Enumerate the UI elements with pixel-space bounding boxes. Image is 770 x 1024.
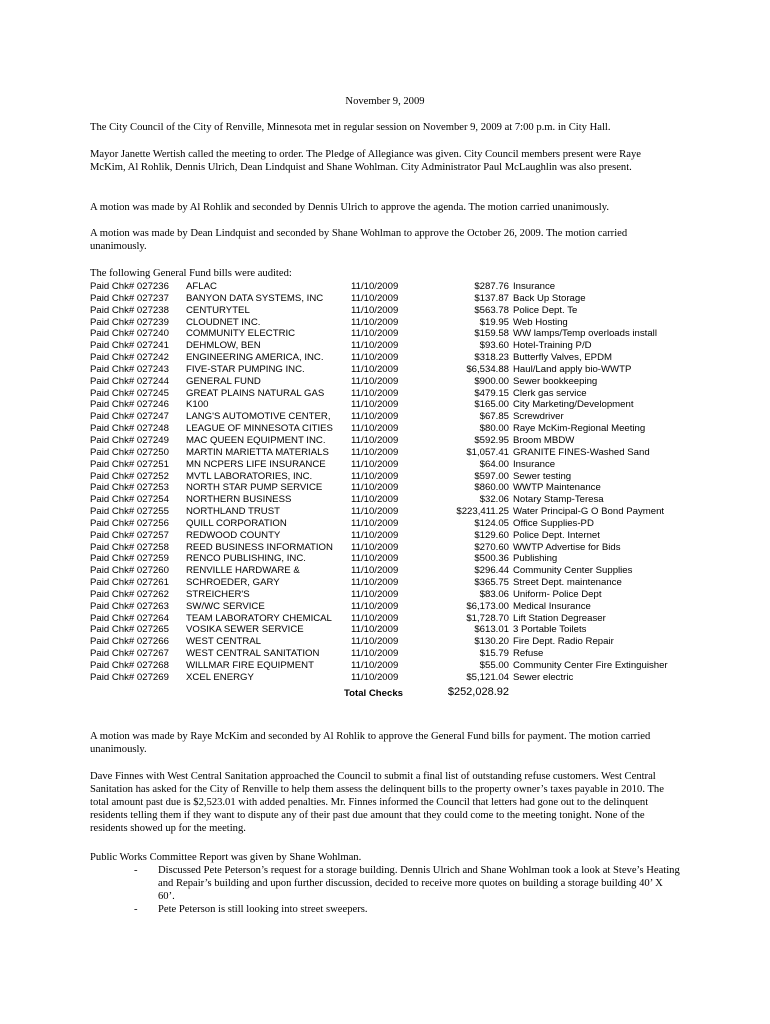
bill-description: Fire Dept. Radio Repair bbox=[513, 636, 614, 648]
public-works-heading: Public Works Committee Report was given by Shane Wohlman. bbox=[90, 852, 362, 863]
bill-amount: $83.06 bbox=[479, 588, 509, 600]
bill-date: 11/10/2009 bbox=[351, 541, 399, 553]
bill-description: 3 Portable Toilets bbox=[513, 624, 587, 636]
vendor-name: K100 bbox=[186, 399, 209, 411]
bill-description: Screwdriver bbox=[513, 411, 564, 423]
vendor-name: NORTH STAR PUMP SERVICE bbox=[186, 482, 323, 494]
bill-amount: $6,173.00 bbox=[466, 600, 509, 612]
bill-date: 11/10/2009 bbox=[351, 600, 399, 612]
vendor-name: SCHROEDER, GARY bbox=[186, 577, 280, 589]
public-works-item-text: Discussed Pete Peterson’s request for a storage building. Dennis Ulrich and Shane Wohlman took a look at Steve’s Heating and Repair’s building and upon further discussion, decided to receive more quotes on building a storage building 40’ X 60’. bbox=[158, 865, 680, 902]
bill-date: 11/10/2009 bbox=[351, 316, 399, 328]
bill-date: 11/10/2009 bbox=[351, 292, 399, 304]
vendor-name: MVTL LABORATORIES, INC. bbox=[186, 470, 313, 482]
public-works-item bbox=[90, 864, 680, 903]
bill-description: Insurance bbox=[513, 281, 556, 292]
vendor-name: GREAT PLAINS NATURAL GAS bbox=[186, 387, 325, 399]
vendor-name: GENERAL FUND bbox=[186, 375, 261, 387]
list-dash: - bbox=[134, 904, 138, 915]
bill-description: Broom MBDW bbox=[513, 434, 575, 446]
vendor-name: BANYON DATA SYSTEMS, INC bbox=[186, 292, 324, 304]
bill-description: Clerk gas service bbox=[513, 387, 587, 399]
bill-date: 11/10/2009 bbox=[351, 375, 399, 387]
bill-amount: $64.00 bbox=[479, 458, 509, 470]
check-number: Paid Chk# 027243 bbox=[90, 363, 169, 375]
bill-date: 11/10/2009 bbox=[351, 281, 399, 292]
bill-date: 11/10/2009 bbox=[351, 577, 399, 589]
bill-date: 11/10/2009 bbox=[351, 363, 399, 375]
bill-amount: $129.60 bbox=[474, 529, 509, 541]
bill-date: 11/10/2009 bbox=[351, 387, 399, 399]
bill-description: Lift Station Degreaser bbox=[513, 612, 606, 624]
check-number: Paid Chk# 027238 bbox=[90, 304, 169, 316]
bill-amount: $223,411.25 bbox=[456, 506, 509, 518]
bill-date: 11/10/2009 bbox=[351, 671, 399, 683]
check-number: Paid Chk# 027259 bbox=[90, 553, 169, 565]
bill-description: Butterfly Valves, EPDM bbox=[513, 352, 612, 364]
bill-description: Uniform- Police Dept bbox=[513, 588, 602, 600]
check-number: Paid Chk# 027242 bbox=[90, 352, 169, 364]
bill-date: 11/10/2009 bbox=[351, 411, 399, 423]
bill-amount: $137.87 bbox=[474, 292, 509, 304]
bill-amount: $67.85 bbox=[479, 411, 509, 423]
sanitation-paragraph: Dave Finnes with West Central Sanitation approached the Council to submit a final list of outstanding refuse customers. West Central Sanitation has asked for the City of Renville to help them assess the delinquent bills to the property owner’s taxes payable in 2010. The total amount past due is $2,523.01 with added penalties. Mr. Finnes informed the Council that letters had gone out to the delinquent residents telling them if they want to dispute any of their past due amount that they could come to the meeting tonight. None of the residents showed up for the meeting. bbox=[90, 771, 664, 834]
vendor-name: XCEL ENERGY bbox=[186, 671, 254, 683]
bill-description: WWTP Maintenance bbox=[513, 482, 601, 494]
check-number: Paid Chk# 027257 bbox=[90, 529, 169, 541]
bill-amount: $159.58 bbox=[474, 328, 509, 340]
bill-date: 11/10/2009 bbox=[351, 506, 399, 518]
check-number: Paid Chk# 027247 bbox=[90, 411, 169, 423]
bill-description: City Marketing/Development bbox=[513, 399, 634, 411]
bill-amount: $5,121.04 bbox=[466, 671, 509, 683]
bill-date: 11/10/2009 bbox=[351, 529, 399, 541]
bill-amount: $15.79 bbox=[479, 648, 509, 660]
bill-description: Water Principal-G O Bond Payment bbox=[513, 506, 665, 518]
bill-date: 11/10/2009 bbox=[351, 470, 399, 482]
bill-date: 11/10/2009 bbox=[351, 565, 399, 577]
bill-amount: $860.00 bbox=[474, 482, 509, 494]
bill-date: 11/10/2009 bbox=[351, 399, 399, 411]
check-number: Paid Chk# 027267 bbox=[90, 648, 169, 660]
vendor-name: QUILL CORPORATION bbox=[186, 517, 287, 529]
vendor-name: NORTHLAND TRUST bbox=[186, 506, 280, 518]
check-number: Paid Chk# 027239 bbox=[90, 316, 169, 328]
bill-amount: $165.00 bbox=[474, 399, 509, 411]
check-number: Paid Chk# 027253 bbox=[90, 482, 169, 494]
public-works-item-text: Pete Peterson is still looking into street sweepers. bbox=[158, 904, 368, 915]
meeting-date-heading: November 9, 2009 bbox=[345, 96, 425, 107]
bill-amount: $19.95 bbox=[479, 316, 509, 328]
check-number: Paid Chk# 027246 bbox=[90, 399, 169, 411]
vendor-name: WEST CENTRAL SANITATION bbox=[186, 648, 320, 660]
bill-date: 11/10/2009 bbox=[351, 458, 399, 470]
list-dash: - bbox=[134, 865, 138, 876]
bill-description: Notary Stamp-Teresa bbox=[513, 494, 604, 506]
vendor-name: FIVE-STAR PUMPING INC. bbox=[186, 363, 305, 375]
bill-description: Sewer bookkeeping bbox=[513, 375, 598, 387]
check-number: Paid Chk# 027261 bbox=[90, 577, 169, 589]
bill-amount: $900.00 bbox=[474, 375, 509, 387]
check-number: Paid Chk# 027249 bbox=[90, 434, 169, 446]
agenda-motion-paragraph: A motion was made by Al Rohlik and seconded by Dennis Ulrich to approve the agenda. The motion carried unanimously. bbox=[90, 202, 609, 213]
bill-date: 11/10/2009 bbox=[351, 482, 399, 494]
public-works-item bbox=[90, 903, 680, 916]
bill-date: 11/10/2009 bbox=[351, 660, 399, 671]
bill-date: 11/10/2009 bbox=[351, 340, 399, 352]
check-number: Paid Chk# 027263 bbox=[90, 600, 169, 612]
check-number: Paid Chk# 027265 bbox=[90, 624, 169, 636]
check-number: Paid Chk# 027241 bbox=[90, 340, 169, 352]
minutes-motion-paragraph: A motion was made by Dean Lindquist and seconded by Shane Wohlman to approve the October 26, 2009. The motion carried unanimously. bbox=[90, 228, 628, 252]
opening-paragraph: The City Council of the City of Renville, Minnesota met in regular session on November 9, 2009 at 7:00 p.m. in City Hall. bbox=[90, 122, 611, 133]
bills-intro: The following General Fund bills were audited: bbox=[90, 268, 292, 279]
bill-description: Community Center Fire Extinguisher bbox=[513, 660, 668, 671]
bill-amount: $93.60 bbox=[479, 340, 509, 352]
vendor-name: TEAM LABORATORY CHEMICAL bbox=[186, 612, 332, 624]
bill-description: GRANITE FINES-Washed Sand bbox=[513, 446, 650, 458]
vendor-name: COMMUNITY ELECTRIC bbox=[186, 328, 296, 340]
total-checks-value: $252,028.92 bbox=[447, 686, 509, 698]
bill-amount: $592.95 bbox=[474, 434, 509, 446]
bill-amount: $124.05 bbox=[474, 517, 509, 529]
total-checks-label: Total Checks bbox=[344, 688, 404, 699]
bill-amount: $365.75 bbox=[474, 577, 509, 589]
vendor-name: DEHMLOW, BEN bbox=[186, 340, 261, 352]
check-number: Paid Chk# 027251 bbox=[90, 458, 169, 470]
bill-date: 11/10/2009 bbox=[351, 624, 399, 636]
bill-description: Web Hosting bbox=[513, 316, 568, 328]
bills-motion-paragraph: A motion was made by Raye McKim and seconded by Al Rohlik to approve the General Fund bills for payment. The motion carried unanimously. bbox=[90, 731, 651, 755]
vendor-name: MARTIN MARIETTA MATERIALS bbox=[186, 446, 329, 458]
bill-description: Street Dept. maintenance bbox=[513, 577, 622, 589]
check-number: Paid Chk# 027266 bbox=[90, 636, 169, 648]
check-number: Paid Chk# 027262 bbox=[90, 588, 169, 600]
bill-amount: $613.01 bbox=[474, 624, 509, 636]
bill-date: 11/10/2009 bbox=[351, 352, 399, 364]
bill-amount: $500.36 bbox=[474, 553, 509, 565]
bill-amount: $287.76 bbox=[474, 281, 509, 292]
check-number: Paid Chk# 027268 bbox=[90, 660, 169, 671]
bill-description: Police Dept. Te bbox=[513, 304, 578, 316]
check-number: Paid Chk# 027269 bbox=[90, 671, 169, 683]
bill-description: Publishing bbox=[513, 553, 558, 565]
bill-date: 11/10/2009 bbox=[351, 517, 399, 529]
vendor-name: MN NCPERS LIFE INSURANCE bbox=[186, 458, 326, 470]
check-number: Paid Chk# 027236 bbox=[90, 281, 169, 292]
public-works-list bbox=[90, 864, 680, 916]
vendor-name: ENGINEERING AMERICA, INC. bbox=[186, 352, 324, 364]
bill-amount: $270.60 bbox=[474, 541, 509, 553]
bill-description: Community Center Supplies bbox=[513, 565, 633, 577]
bill-description: Haul/Land apply bio-WWTP bbox=[513, 363, 632, 375]
check-number: Paid Chk# 027244 bbox=[90, 375, 169, 387]
check-number: Paid Chk# 027252 bbox=[90, 470, 169, 482]
check-number: Paid Chk# 027260 bbox=[90, 565, 169, 577]
check-number: Paid Chk# 027240 bbox=[90, 328, 169, 340]
vendor-name: NORTHERN BUSINESS bbox=[186, 494, 292, 506]
bill-date: 11/10/2009 bbox=[351, 636, 399, 648]
bill-amount: $597.00 bbox=[474, 470, 509, 482]
bill-description: Office Supplies-PD bbox=[513, 517, 594, 529]
check-number: Paid Chk# 027237 bbox=[90, 292, 169, 304]
bill-date: 11/10/2009 bbox=[351, 494, 399, 506]
vendor-name: RENVILLE HARDWARE & bbox=[186, 565, 300, 577]
vendor-name: SW/WC SERVICE bbox=[186, 600, 265, 612]
bill-date: 11/10/2009 bbox=[351, 553, 399, 565]
bill-amount: $1,728.70 bbox=[466, 612, 509, 624]
bill-description: Sewer testing bbox=[513, 470, 572, 482]
check-number: Paid Chk# 027264 bbox=[90, 612, 169, 624]
bill-description: WW lamps/Temp overloads install bbox=[513, 328, 657, 340]
vendor-name: VOSIKA SEWER SERVICE bbox=[186, 624, 304, 636]
bill-date: 11/10/2009 bbox=[351, 423, 399, 435]
bill-amount: $55.00 bbox=[479, 660, 509, 671]
bill-amount: $479.15 bbox=[474, 387, 509, 399]
bill-description: Police Dept. Internet bbox=[513, 529, 600, 541]
vendor-name: LEAGUE OF MINNESOTA CITIES bbox=[186, 423, 333, 435]
bill-description: Sewer electric bbox=[513, 671, 574, 683]
bill-description: Medical Insurance bbox=[513, 600, 591, 612]
bill-date: 11/10/2009 bbox=[351, 328, 399, 340]
bill-date: 11/10/2009 bbox=[351, 304, 399, 316]
bill-description: Insurance bbox=[513, 458, 556, 470]
bill-description: Hotel-Training P/D bbox=[513, 340, 592, 352]
check-number: Paid Chk# 027254 bbox=[90, 494, 169, 506]
check-number: Paid Chk# 027258 bbox=[90, 541, 169, 553]
vendor-name: WEST CENTRAL bbox=[186, 636, 261, 648]
check-number: Paid Chk# 027255 bbox=[90, 506, 169, 518]
bill-description: WWTP Advertise for Bids bbox=[513, 541, 621, 553]
bill-amount: $6,534.88 bbox=[466, 363, 509, 375]
vendor-name: MAC QUEEN EQUIPMENT INC. bbox=[186, 434, 326, 446]
bill-date: 11/10/2009 bbox=[351, 434, 399, 446]
vendor-name: LANG'S AUTOMOTIVE CENTER, bbox=[186, 411, 331, 423]
bill-date: 11/10/2009 bbox=[351, 648, 399, 660]
bill-description: Refuse bbox=[513, 648, 544, 660]
vendor-name: CENTURYTEL bbox=[186, 304, 250, 316]
check-number: Paid Chk# 027250 bbox=[90, 446, 169, 458]
vendor-name: CLOUDNET INC. bbox=[186, 316, 261, 328]
bill-amount: $1,057.41 bbox=[466, 446, 509, 458]
vendor-name: STREICHER'S bbox=[186, 588, 250, 600]
check-number: Paid Chk# 027256 bbox=[90, 517, 169, 529]
vendor-name: WILLMAR FIRE EQUIPMENT bbox=[186, 660, 314, 671]
vendor-name: REDWOOD COUNTY bbox=[186, 529, 281, 541]
bill-date: 11/10/2009 bbox=[351, 446, 399, 458]
vendor-name: REED BUSINESS INFORMATION bbox=[186, 541, 333, 553]
bill-amount: $563.78 bbox=[474, 304, 509, 316]
bill-amount: $296.44 bbox=[474, 565, 509, 577]
check-number: Paid Chk# 027245 bbox=[90, 387, 169, 399]
bill-amount: $130.20 bbox=[474, 636, 509, 648]
bill-description: Raye McKim-Regional Meeting bbox=[513, 423, 646, 435]
bill-date: 11/10/2009 bbox=[351, 588, 399, 600]
call-to-order-paragraph: Mayor Janette Wertish called the meeting to order. The Pledge of Allegiance was given. City Council members present were Raye McKim, Al Rohlik, Dennis Ulrich, Dean Lindquist and Shane Wohlman. City Administrator Paul McLaughlin was also present. bbox=[90, 149, 641, 173]
bill-amount: $318.23 bbox=[474, 352, 509, 364]
check-number: Paid Chk# 027248 bbox=[90, 423, 169, 435]
bill-description: Back Up Storage bbox=[513, 292, 586, 304]
vendor-name: RENCO PUBLISHING, INC. bbox=[186, 553, 306, 565]
bill-amount: $80.00 bbox=[479, 423, 509, 435]
bill-amount: $32.06 bbox=[479, 494, 509, 506]
vendor-name: AFLAC bbox=[186, 281, 217, 292]
bill-date: 11/10/2009 bbox=[351, 612, 399, 624]
